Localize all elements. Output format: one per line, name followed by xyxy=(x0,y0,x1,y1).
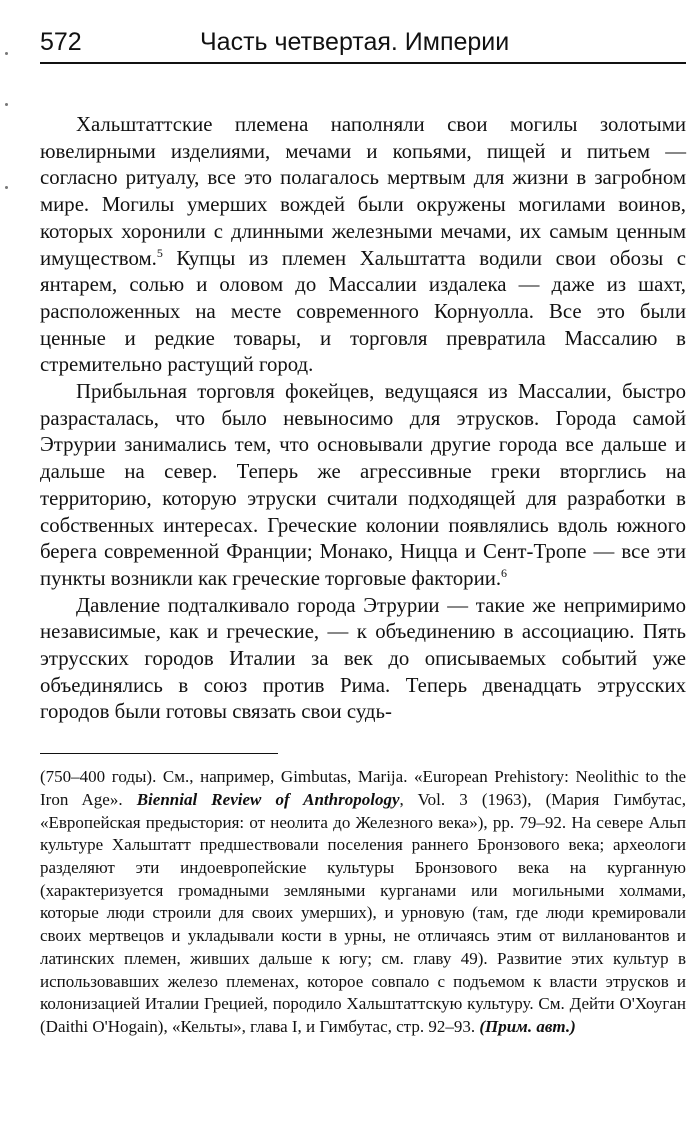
main-text xyxy=(40,112,686,726)
running-head xyxy=(40,22,686,64)
paragraph-text: Давление подталкивало города Этрурии — такие же непримиримо независимые, как и греческие, — к объединению в ассоциацию. Пять этрусских городов Италии за век до описываемых событий уже объединялись в союз против Рима. Теперь двенадцать этрусских городов были готовы связать свои судь- xyxy=(40,593,686,724)
footnote-ref: 6 xyxy=(501,566,508,581)
running-title: Часть четвертая. Империи xyxy=(200,28,510,56)
footnote-separator xyxy=(40,753,278,754)
footnote-attribution: (Прим. авт.) xyxy=(479,1016,576,1036)
margin-speck xyxy=(5,52,8,55)
footnote-text: (750–400 годы). См., например, Gimbutas, Marija. «European Prehistory: Neolithic to the Iron Age». xyxy=(40,767,686,809)
footnote-text: , Vol. 3 (1963), (Мария Гимбутас, «Европейская предыстория: от неолита до Железного века»), pp. 79–92. На севере Альп культуре Хальштатт предшествовали поселения раннего Бронзового века; археологи разделяют эти индоевропейские культуры Бронзового века на курганную (характеризуется громадными земляными курганами или могильными холмами, которые люди строили для своих умерших), и урновую (там, где люди кремировали своих мертвецов и укладывали кости в урны, не отличаясь этим от виллановантов и латинских племен, живших дальше к югу; см. главу 49). Развитие этих культур в использовавших железо племенах, которое совпало с подъемом к власти этрусков и колонизацией Италии Грецией, породило Хальштаттскую культуру. См. Дейти О'Хоуган (Daithi O'Hogain), «Кельты», глава I, и Гимбутас, стр. 92–93. xyxy=(40,789,686,1036)
paragraph-text: Купцы из племен Хальштатта водили свои обозы с янтарем, солью и оловом до Массалии издалека — даже из шахт, расположенных на месте современного Корнуолла. Все это были ценные и редкие товары, и торговля превратила Массалию в стремительно растущий город. xyxy=(40,246,686,377)
margin-speck xyxy=(5,103,8,106)
book-page xyxy=(40,22,686,1039)
paragraph-text: Прибыльная торговля фокейцев, ведущаяся из Массалии, быстро разрасталась, что было невыносимо для этрусков. Города самой Этрурии занимались тем, что основывали другие города все дальше и дальше на север. Теперь же агрессивные греки вторглись на территорию, которую этруски считали подходящей для разработки в собственных интересах. Греческие колонии появлялись вдоль южного берега современной Франции; Монако, Ницца и Сент-Тропе — все эти пункты возникли как греческие торговые фактории. xyxy=(40,380,686,590)
journal-title: Biennial Review of Anthropology xyxy=(136,789,400,809)
paragraph xyxy=(40,112,686,379)
margin-speck xyxy=(5,186,8,189)
paragraph-text: Хальштаттские племена наполняли свои могилы золотыми ювелирными изделиями, мечами и копьями, пищей и питьем — согласно ритуалу, все это полагалось мертвым для жизни в загробном мире. Могилы умерших вождей были окружены могилами воинов, которых хоронили с длинными железными мечами, их самым ценным имуществом. xyxy=(40,113,686,270)
paragraph xyxy=(40,379,686,593)
footnote xyxy=(40,766,686,1038)
page-number: 572 xyxy=(40,28,82,56)
paragraph xyxy=(40,593,686,727)
footnote-ref: 5 xyxy=(156,245,163,260)
